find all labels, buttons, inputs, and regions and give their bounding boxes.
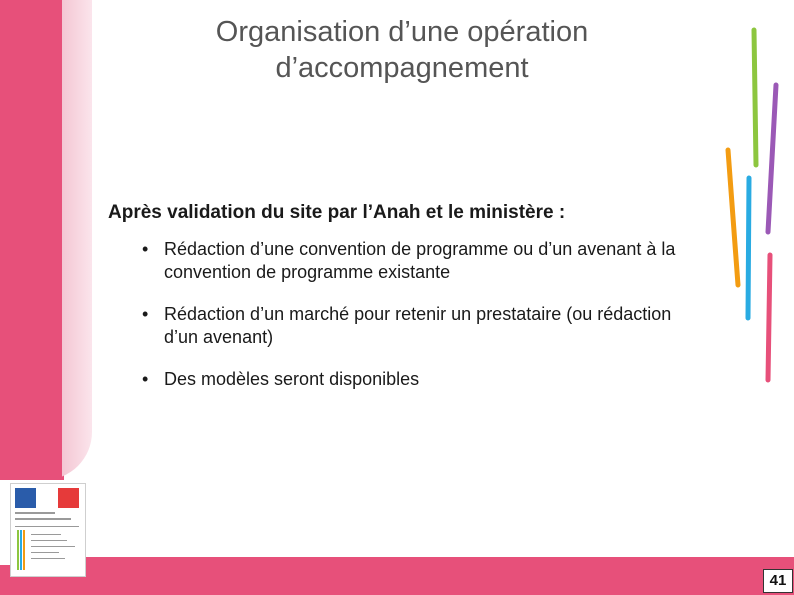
- title-line-2: d’accompagnement: [275, 52, 529, 84]
- bullet-marker: •: [142, 239, 149, 259]
- bullet-text: Des modèles seront disponibles: [164, 369, 420, 389]
- list-item: [142, 238, 698, 284]
- title-line-1: Organisation d’une opération: [215, 16, 589, 48]
- pink-line: [768, 255, 770, 380]
- bullet-marker: •: [142, 369, 149, 389]
- blue-line: [748, 178, 749, 318]
- ministry-logo-icon: [10, 483, 86, 577]
- bullet-text: Rédaction d’un marché pour retenir un prestataire (ou rédaction d’un avenant): [164, 304, 672, 347]
- list-item: [142, 303, 698, 349]
- list-item: [142, 368, 698, 391]
- purple-line: [768, 85, 776, 232]
- bullet-marker: •: [142, 304, 149, 324]
- slide-title: [120, 14, 684, 86]
- bullet-list: [108, 238, 698, 391]
- slide-content: [108, 202, 698, 410]
- orange-line: [728, 150, 738, 285]
- logo-stripes-icon: [17, 530, 27, 570]
- green-line: [754, 30, 756, 165]
- content-heading: Après validation du site par l’Anah et le ministère :: [108, 202, 566, 223]
- bullet-text: Rédaction d’une convention de programme ou d’un avenant à la convention de programme existante: [164, 239, 676, 282]
- french-flag-icon: [15, 488, 79, 508]
- page-number: 41: [763, 569, 793, 593]
